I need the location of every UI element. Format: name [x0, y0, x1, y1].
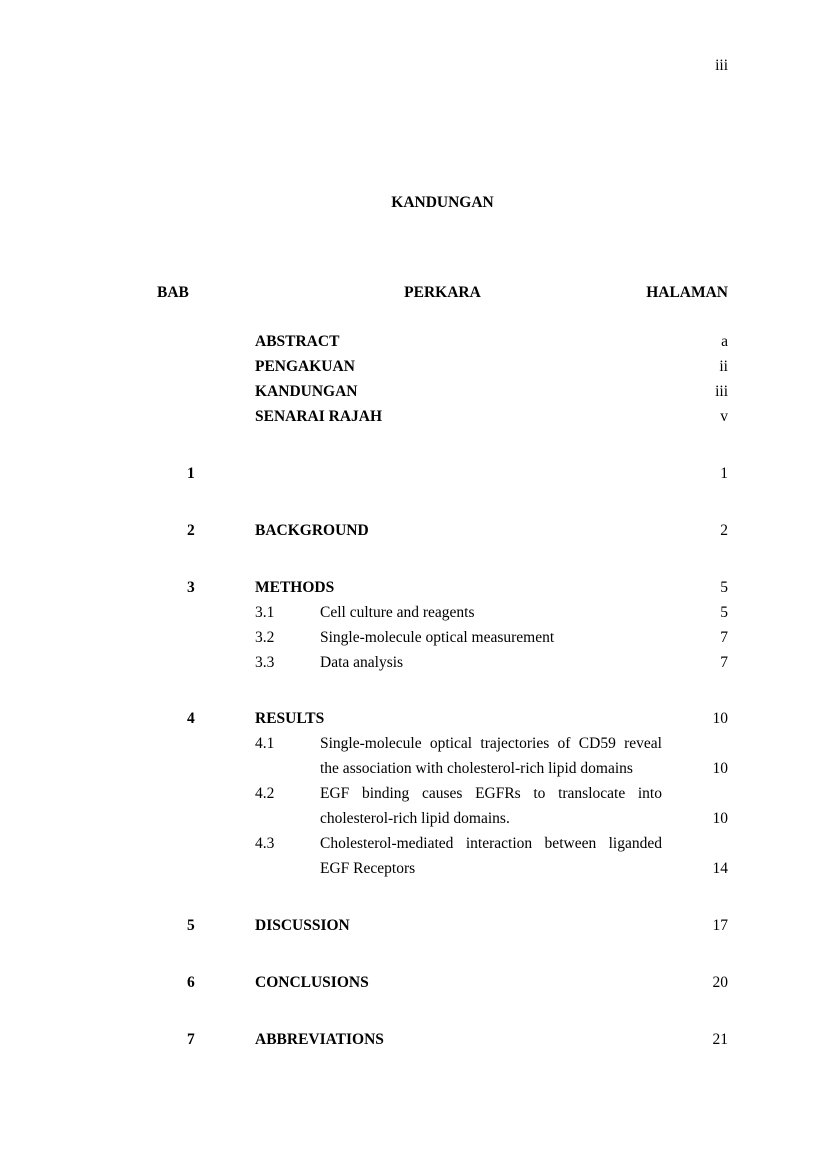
section-title: Single-molecule optical measurement	[320, 629, 555, 646]
entry-page: iii	[715, 383, 728, 400]
entry-page: a	[721, 333, 728, 350]
section-title: Data analysis	[320, 654, 404, 671]
chapter-title: CONCLUSIONS	[255, 974, 369, 991]
chapter-number: 5	[187, 917, 195, 934]
section-number: 4.3	[255, 835, 275, 852]
chapter-page: 21	[712, 1031, 728, 1048]
section-page: 7	[720, 629, 728, 646]
chapter-number: 1	[187, 465, 195, 482]
chapter-title: BACKGROUND	[255, 522, 369, 539]
section-page: 10	[712, 760, 728, 777]
section-number: 3.1	[255, 604, 275, 621]
chapter-page: 10	[712, 710, 728, 727]
section-number: 3.2	[255, 629, 275, 646]
entry-title: PENGAKUAN	[255, 358, 355, 375]
chapter-page: 5	[720, 579, 728, 596]
section-page: 14	[712, 860, 728, 877]
chapter-page: 17	[712, 917, 728, 934]
chapter-number: 3	[187, 579, 195, 596]
chapter-title: METHODS	[255, 579, 335, 596]
section-title: Cholesterol-mediated interaction between liganded EGF Receptors	[320, 835, 662, 877]
chapter-number: 6	[187, 974, 195, 991]
section-number: 4.1	[255, 735, 275, 752]
entry-title: ABSTRACT	[255, 333, 340, 350]
chapter-title: DISCUSSION	[255, 917, 350, 934]
chapter-page: 2	[720, 522, 728, 539]
section-number: 3.3	[255, 654, 275, 671]
chapter-title: ABBREVIATIONS	[255, 1031, 384, 1048]
entry-page: ii	[719, 358, 728, 375]
section-page: 7	[720, 654, 728, 671]
page-title: KANDUNGAN	[391, 194, 494, 211]
page-number: iii	[715, 57, 728, 74]
header-perkara: PERKARA	[404, 284, 481, 301]
section-page: 5	[720, 604, 728, 621]
chapter-page: 1	[720, 465, 728, 482]
section-number: 4.2	[255, 785, 275, 802]
entry-title: SENARAI RAJAH	[255, 408, 383, 425]
header-halaman: HALAMAN	[646, 284, 728, 301]
section-title: Single-molecule optical trajectories of CD59 reveal the association with cholesterol-rich lipid domains	[320, 735, 662, 777]
section-page: 10	[712, 810, 728, 827]
chapter-number: 2	[187, 522, 195, 539]
chapter-number: 4	[187, 710, 195, 727]
entry-title: KANDUNGAN	[255, 383, 358, 400]
chapter-page: 20	[712, 974, 728, 991]
section-title: EGF binding causes EGFRs to translocate into cholesterol-rich lipid domains.	[320, 785, 662, 827]
entry-page: v	[720, 408, 728, 425]
section-title: Cell culture and reagents	[320, 604, 475, 621]
chapter-title: RESULTS	[255, 710, 325, 727]
chapter-number: 7	[187, 1031, 195, 1048]
header-bab: BAB	[157, 284, 189, 301]
